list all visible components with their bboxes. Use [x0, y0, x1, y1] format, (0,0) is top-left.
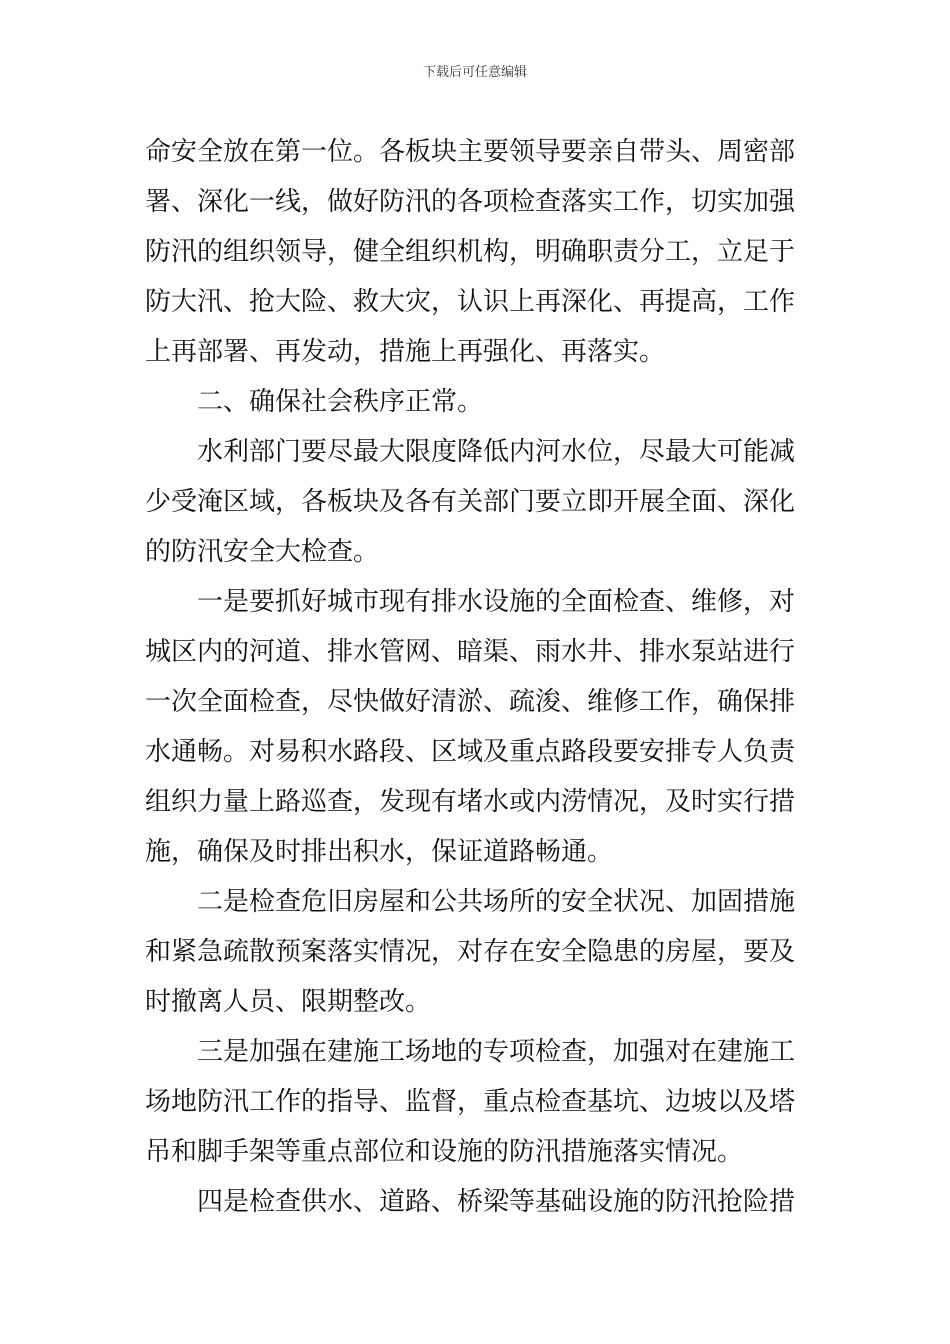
page-header: 下载后可任意编辑: [422, 65, 527, 80]
text-line: 水利部门要尽最大限度降低内河水位，尽最大可能减: [197, 437, 796, 467]
text-line: 一是要抓好城市现有排水设施的全面检查、维修，对: [197, 587, 796, 617]
text-line: 组织力量上路巡查，发现有堵水或内涝情况，及时实行措: [145, 787, 796, 817]
text-line: 和紧急疏散预案落实情况，对存在安全隐患的房屋，要及: [145, 937, 796, 967]
text-line: 署、深化一线，做好防汛的各项检查落实工作，切实加强: [145, 187, 796, 217]
document-body: [145, 127, 809, 1227]
text-line: 三是加强在建施工场地的专项检查，加强对在建施工: [197, 1037, 796, 1067]
text-line: 二、确保社会秩序正常。: [197, 387, 484, 417]
text-line: 上再部署、再发动，措施上再强化、再落实。: [145, 337, 666, 367]
text-line: 四是检查供水、道路、桥梁等基础设施的防汛抢险措: [197, 1187, 796, 1217]
text-line: 命安全放在第一位。各板块主要领导要亲自带头、周密部: [145, 137, 796, 167]
text-line: 少受淹区域，各板块及各有关部门要立即开展全面、深化: [145, 487, 796, 517]
text-line: 水通畅。对易积水路段、区域及重点路段要安排专人负责: [145, 737, 796, 767]
text-line: 吊和脚手架等重点部位和设施的防汛措施落实情况。: [145, 1137, 744, 1167]
text-line: 二是检查危旧房屋和公共场所的安全状况、加固措施: [197, 887, 796, 917]
text-line: 时撤离人员、限期整改。: [145, 987, 432, 1017]
text-line: 一次全面检查，尽快做好清淤、疏浚、维修工作，确保排: [145, 687, 796, 717]
text-line: 施，确保及时排出积水，保证道路畅通。: [145, 837, 614, 867]
text-line: 场地防汛工作的指导、监督，重点检查基坑、边坡以及塔: [145, 1087, 796, 1117]
text-line: 防汛的组织领导，健全组织机构，明确职责分工，立足于: [145, 237, 796, 267]
text-line: 城区内的河道、排水管网、暗渠、雨水井、排水泵站进行: [145, 637, 796, 667]
text-line: 的防汛安全大检查。: [145, 537, 380, 567]
text-line: 防大汛、抢大险、救大灾，认识上再深化、再提高，工作: [145, 287, 796, 317]
